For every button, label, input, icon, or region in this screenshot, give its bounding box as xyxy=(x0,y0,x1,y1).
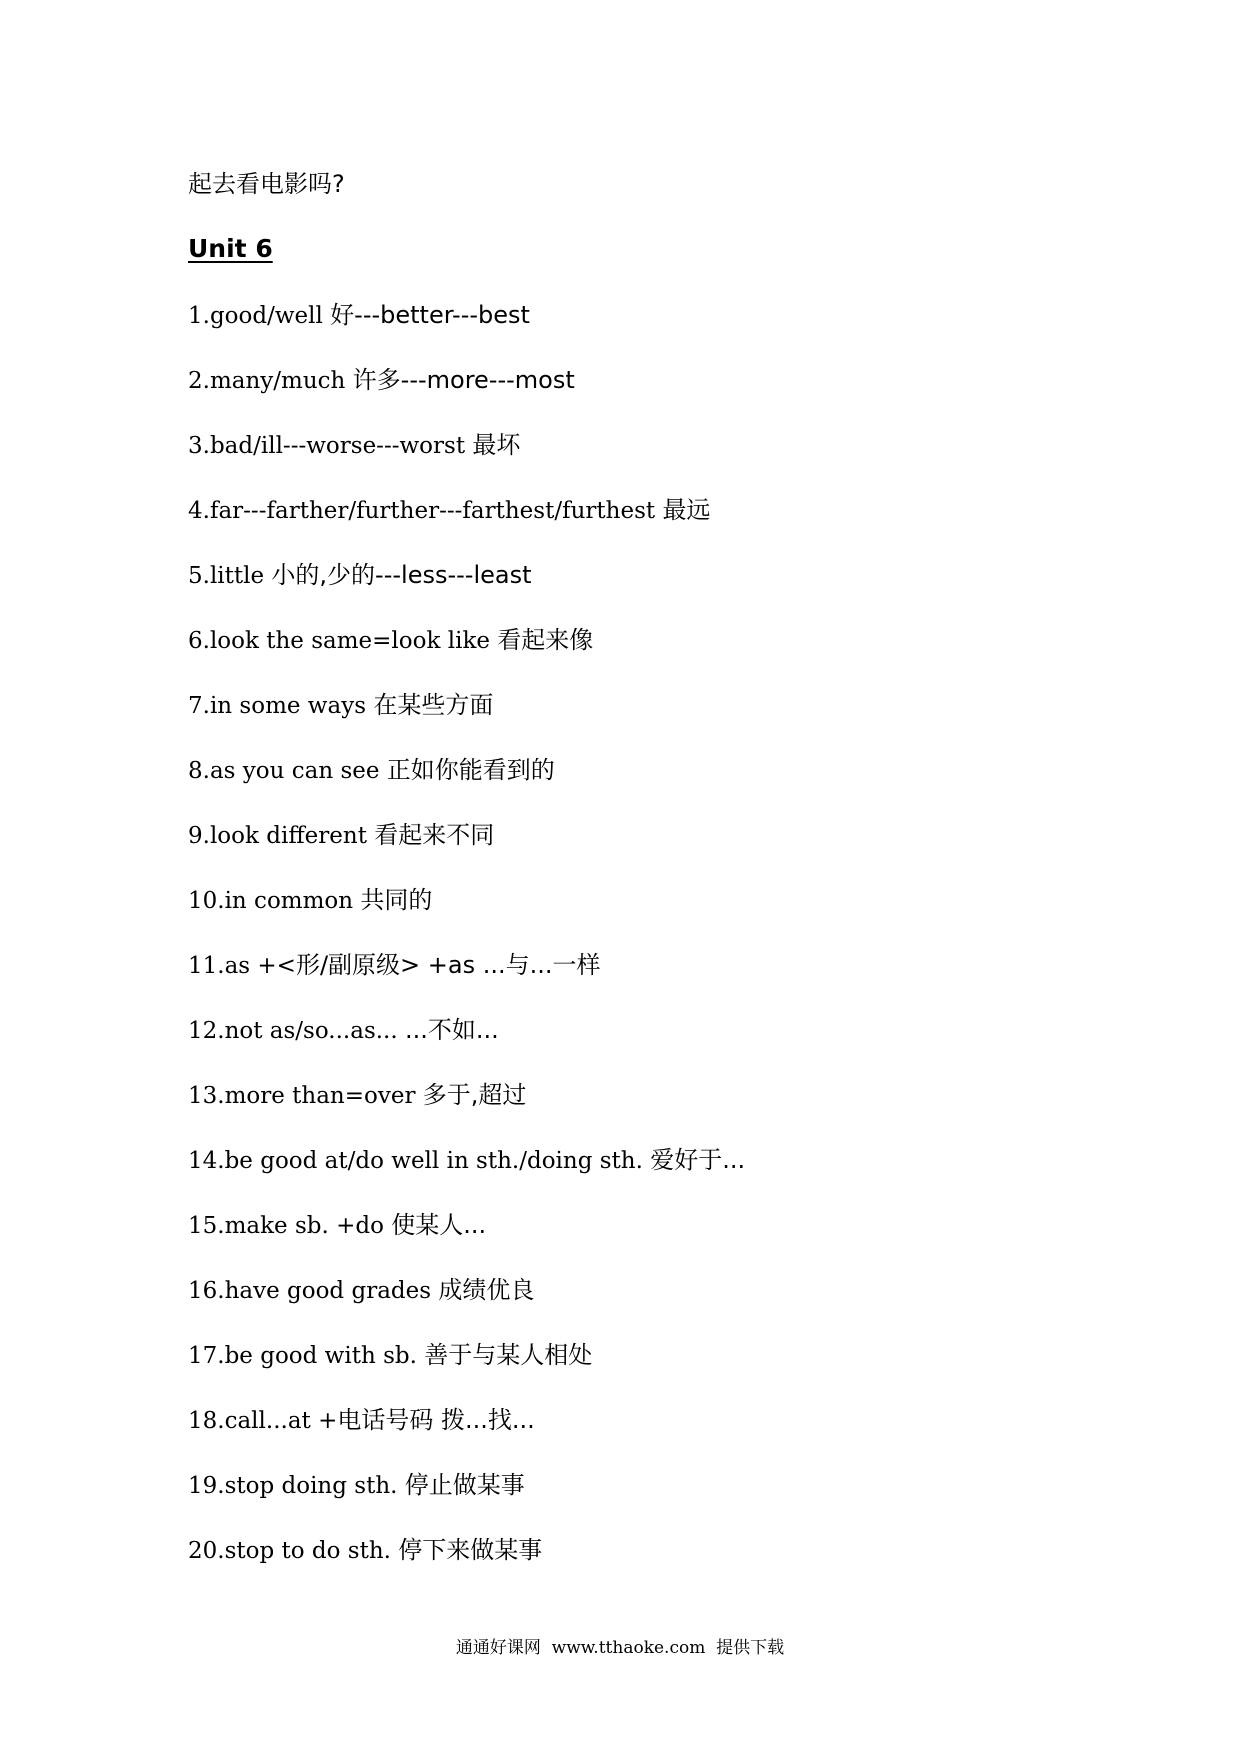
list-item xyxy=(188,362,745,427)
list-item xyxy=(188,882,745,947)
item-english: 7.in some ways xyxy=(188,693,374,719)
item-english: 6.look the same=look like xyxy=(188,628,498,654)
item-chinese: 善于与某人相处 xyxy=(424,1341,593,1369)
unit-heading: Unit 6 xyxy=(188,234,273,263)
list-item xyxy=(188,1337,745,1402)
item-english: 8.as you can see xyxy=(188,758,387,784)
item-chinese: 形/副原级> +as ...与...一样 xyxy=(295,951,601,979)
item-chinese: 在某些方面 xyxy=(373,691,494,719)
item-chinese: 好---better---best xyxy=(330,301,530,329)
list-item xyxy=(188,622,745,687)
item-chinese: 许多---more---most xyxy=(352,366,575,394)
list-item xyxy=(188,1142,745,1207)
item-english: 17.be good with sb. xyxy=(188,1343,425,1369)
item-chinese: 看起来像 xyxy=(497,626,594,654)
item-english: 12.not as/so...as... xyxy=(188,1018,405,1044)
item-english: 1.good/well xyxy=(188,303,331,329)
item-chinese: 停止做某事 xyxy=(404,1471,525,1499)
item-chinese: 成绩优良 xyxy=(438,1276,535,1304)
item-chinese: 电话号码 拨...找... xyxy=(337,1406,535,1434)
item-chinese: 使某人... xyxy=(391,1211,487,1239)
list-item xyxy=(188,1402,745,1467)
item-english: 2.many/much xyxy=(188,368,353,394)
item-english: 18.call...at + xyxy=(188,1408,338,1434)
list-item xyxy=(188,557,745,622)
item-english: 20.stop to do sth. xyxy=(188,1538,399,1564)
item-english: 16.have good grades xyxy=(188,1278,439,1304)
list-item xyxy=(188,427,745,492)
item-english: 9.look different xyxy=(188,823,375,849)
list-item xyxy=(188,817,745,882)
list-item xyxy=(188,1207,745,1272)
item-english: 15.make sb. +do xyxy=(188,1213,392,1239)
item-chinese: 最远 xyxy=(662,496,711,524)
item-english: 13.more than=over xyxy=(188,1083,423,1109)
item-english: 14.be good at/do well in sth./doing sth. xyxy=(188,1148,651,1174)
item-chinese: 爱好于... xyxy=(650,1146,746,1174)
item-chinese: 小的,少的---less---least xyxy=(271,561,532,589)
list-item xyxy=(188,687,745,752)
item-chinese: 正如你能看到的 xyxy=(386,756,555,784)
item-english: 11.as +< xyxy=(188,953,296,979)
list-item xyxy=(188,1012,745,1077)
list-item xyxy=(188,1532,745,1597)
item-chinese: ...不如... xyxy=(405,1016,499,1044)
carry-over-text: 起去看电影吗? xyxy=(188,170,345,198)
item-chinese: 最坏 xyxy=(472,431,521,459)
list-item xyxy=(188,297,745,362)
item-chinese: 多于,超过 xyxy=(422,1081,527,1109)
list-item xyxy=(188,492,745,557)
footer-watermark: 通通好课网 www.tthaoke.com 提供下载 xyxy=(455,1638,785,1658)
list-item xyxy=(188,1077,745,1142)
item-chinese: 停下来做某事 xyxy=(398,1536,543,1564)
item-english: 5.little xyxy=(188,563,272,589)
item-english: 4.far---farther/further---farthest/furthest xyxy=(188,498,663,524)
list-item xyxy=(188,752,745,817)
item-chinese: 看起来不同 xyxy=(374,821,495,849)
list-item xyxy=(188,1272,745,1337)
item-english: 10.in common xyxy=(188,888,361,914)
item-english: 3.bad/ill---worse---worst xyxy=(188,433,473,459)
item-chinese: 共同的 xyxy=(360,886,433,914)
list-item xyxy=(188,947,745,1012)
list-item xyxy=(188,1467,745,1532)
vocabulary-list xyxy=(188,297,745,1597)
item-english: 19.stop doing sth. xyxy=(188,1473,405,1499)
